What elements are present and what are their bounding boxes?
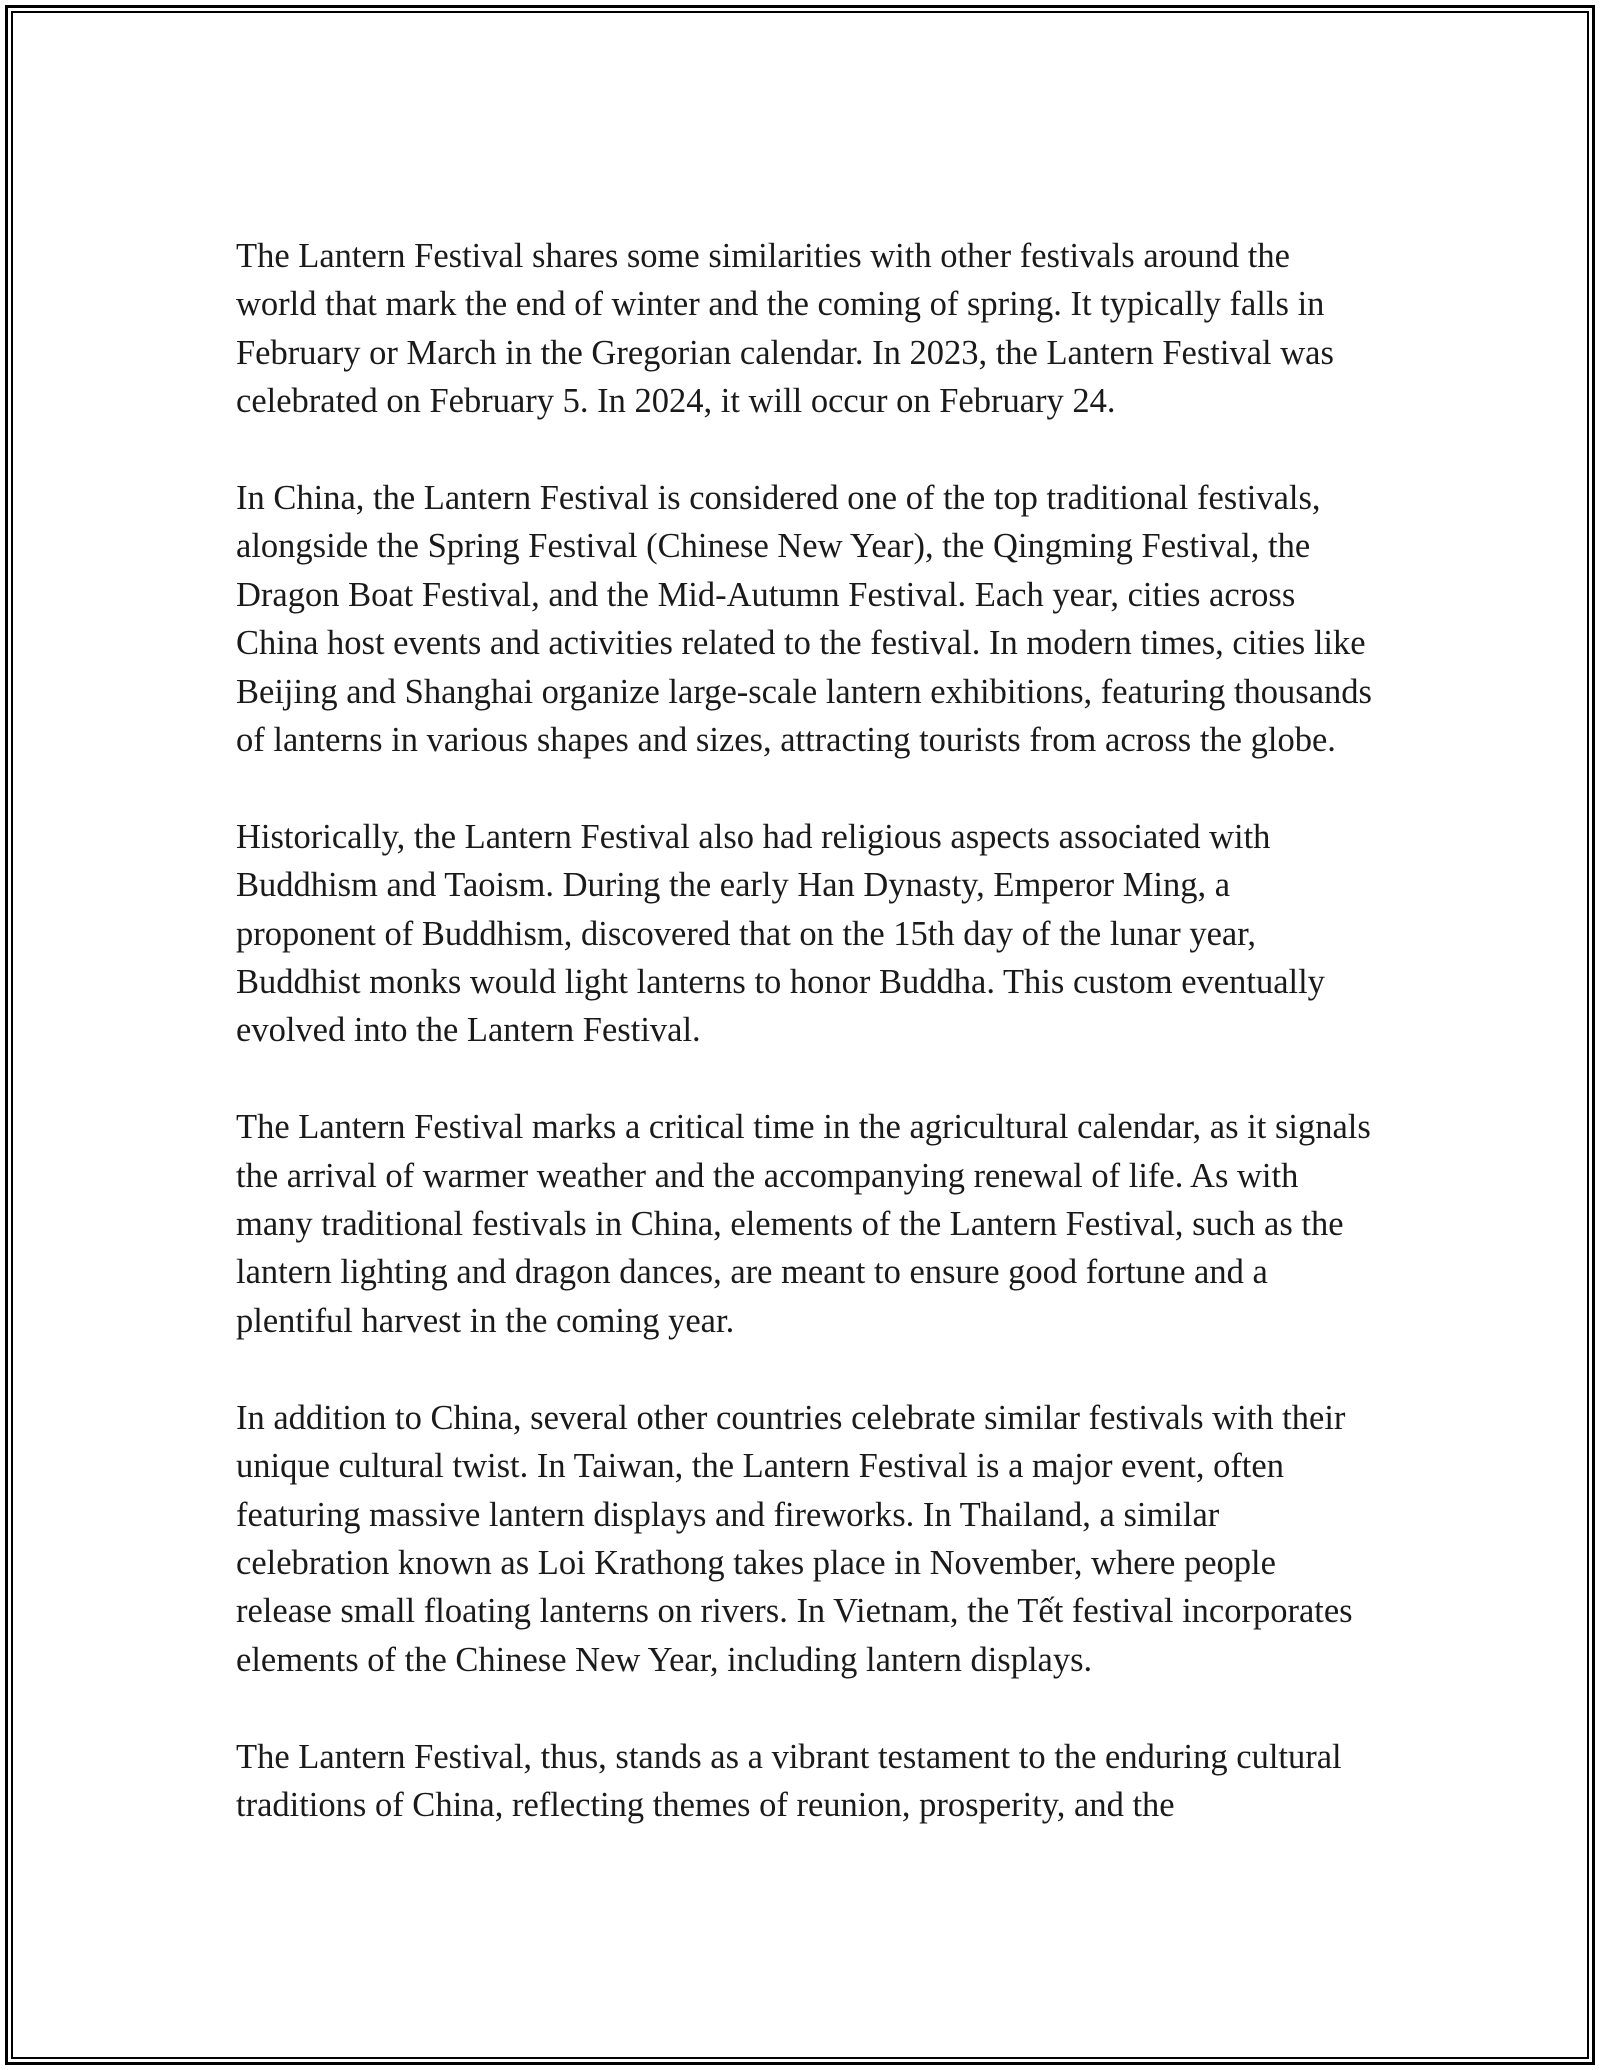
document-body	[236, 232, 1376, 1878]
paragraph-china-festivals: In China, the Lantern Festival is considered one of the top traditional festivals, alongside the Spring Festival (Chinese New Year), the Qingming Festival, the Dragon Boat Festival, and the Mid-Autumn Festival. Each year, cities across China host events and activities related to the festival. In modern times, cities like Beijing and Shanghai organize large-scale lantern exhibitions, featuring thousands of lanterns in various shapes and sizes, attracting tourists from across the globe.	[236, 479, 1372, 760]
paragraph-religious-history: Historically, the Lantern Festival also had religious aspects associated with Buddhism and Taoism. During the early Han Dynasty, Emperor Ming, a proponent of Buddhism, discovered that on the 15th day of the lunar year, Buddhist monks would light lanterns to honor Buddha. This custom eventually evolved into the Lantern Festival.	[236, 817, 1325, 1050]
paragraph-other-countries: In addition to China, several other countries celebrate similar festivals with their unique cultural twist. In Taiwan, the Lantern Festival is a major event, often featuring massive lantern displays and fireworks. In Thailand, a similar celebration known as Loi Krathong takes place in November, where people release small floating lanterns on rivers. In Vietnam, the Tết festival incorporates elements of the Chinese New Year, including lantern displays.	[236, 1398, 1353, 1679]
paragraph-agricultural: The Lantern Festival marks a critical time in the agricultural calendar, as it signals the arrival of warmer weather and the accompanying renewal of life. As with many traditional festivals in China, elements of the Lantern Festival, such as the lantern lighting and dragon dances, are meant to ensure good fortune and a plentiful harvest in the coming year.	[236, 1108, 1371, 1340]
paragraph-dates: The Lantern Festival shares some similarities with other festivals around the world that mark the end of winter and the coming of spring. It typically falls in February or March in the Gregorian calendar. In 2023, the Lantern Festival was celebrated on February 5. In 2024, it will occur on February 24.	[236, 237, 1334, 421]
paragraph-conclusion: The Lantern Festival, thus, stands as a vibrant testament to the enduring cultural traditions of China, reflecting themes of reunion, prosperity, and the	[236, 1737, 1342, 1824]
